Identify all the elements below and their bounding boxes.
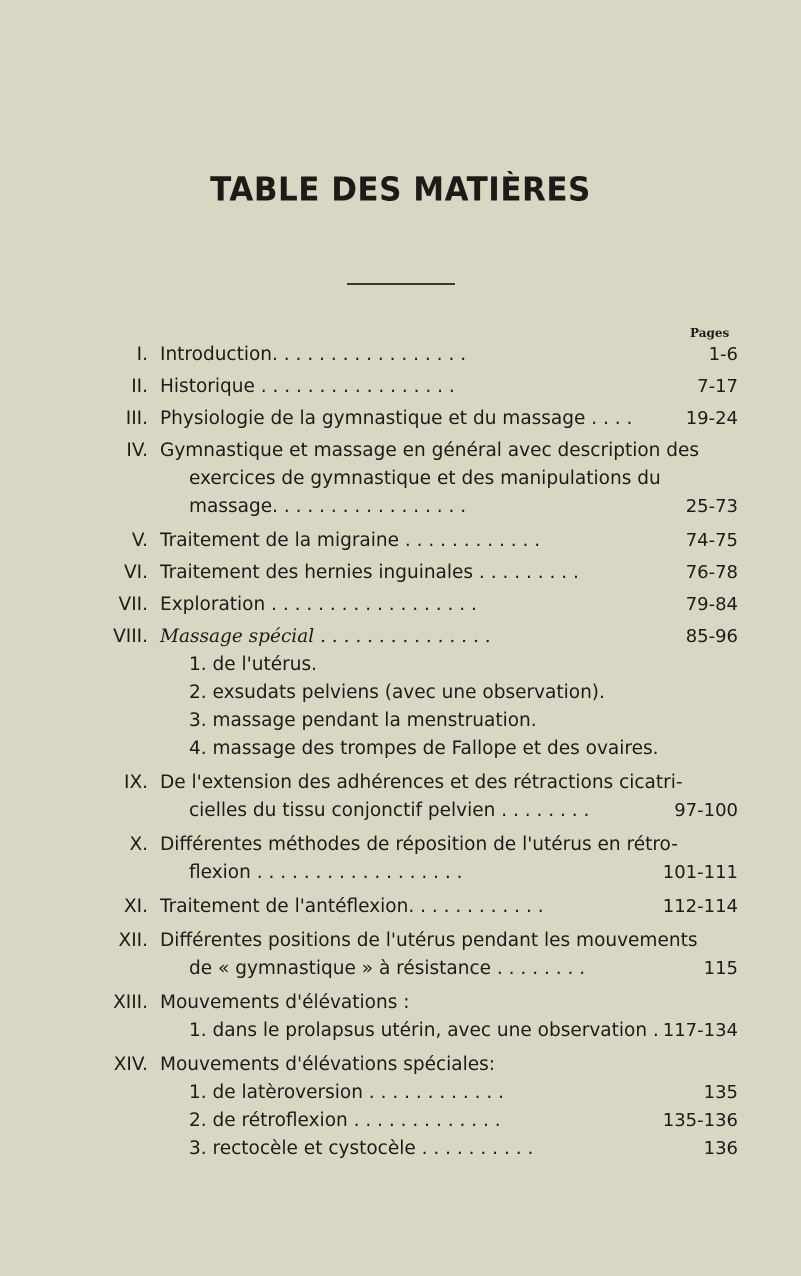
chapter-number: VI.	[124, 562, 148, 583]
toc-entry-continuation	[0, 796, 801, 826]
subentry-label: 1. de l'utérus.	[189, 654, 317, 675]
toc-entry	[0, 372, 801, 402]
subentry-label: 2. de rétroflexion . . . . . . . . . . . . .	[189, 1110, 501, 1131]
chapter-title: Traitement de l'antéflexion. . . . . . . . . . . .	[160, 896, 544, 917]
subentry-label: 3. rectocèle et cystocèle . . . . . . . . . .	[189, 1138, 534, 1159]
chapter-number: VII.	[118, 594, 148, 615]
chapter-number: I.	[136, 344, 148, 365]
toc-entry-continuation	[0, 954, 801, 984]
chapter-title: Traitement des hernies inguinales . . . . . . . . .	[160, 562, 579, 583]
subentry-label: 2. exsudats pelviens (avec une observation).	[189, 682, 605, 703]
toc-subentry	[0, 734, 801, 764]
chapter-number: IX.	[123, 772, 148, 793]
page-range: 79-84	[685, 594, 738, 615]
toc-subentry	[0, 650, 801, 680]
chapter-title: Différentes méthodes de réposition de l'utérus en rétro-	[160, 834, 678, 855]
toc-entry-continuation	[0, 492, 801, 522]
toc-entry	[0, 830, 801, 860]
page-range: 25-73	[685, 496, 738, 517]
chapter-title: De l'extension des adhérences et des rétractions cicatri-	[160, 772, 683, 793]
chapter-title: Massage spécial . . . . . . . . . . . . . . .	[160, 626, 491, 647]
chapter-title: Historique . . . . . . . . . . . . . . . . .	[160, 376, 455, 397]
subentry-label: 1. dans le prolapsus utérin, avec une observation .	[189, 1020, 659, 1041]
pages-column-header: Pages	[690, 326, 730, 340]
subentry-label: 4. massage des trompes de Fallope et des ovaires.	[189, 738, 659, 759]
chapter-title: Traitement de la migraine . . . . . . . . . . . .	[160, 530, 541, 551]
page-range: 117-134	[662, 1020, 738, 1041]
chapter-title: Gymnastique et massage en général avec description des	[160, 440, 700, 461]
toc-subentry	[0, 678, 801, 708]
toc-entry	[0, 1050, 801, 1080]
page-range: 135-136	[662, 1110, 738, 1131]
toc-subentry	[0, 1016, 801, 1046]
chapter-title-line: exercices de gymnastique et des manipulations du	[189, 468, 661, 489]
toc-entry-continuation	[0, 464, 801, 494]
page-range: 101-111	[662, 862, 738, 883]
subentry-label: 3. massage pendant la menstruation.	[189, 710, 537, 731]
chapter-number: XII.	[118, 930, 148, 951]
page-range: 115	[703, 958, 738, 979]
toc-entry	[0, 892, 801, 922]
chapter-number: XIV.	[113, 1054, 148, 1075]
toc-entry	[0, 404, 801, 434]
page-range: 97-100	[674, 800, 738, 821]
chapter-number: XI.	[123, 896, 148, 917]
toc-subentry	[0, 706, 801, 736]
chapter-title-line: massage. . . . . . . . . . . . . . . . .	[189, 496, 467, 517]
chapter-title-line: cielles du tissu conjonctif pelvien . . . . . . . .	[189, 800, 590, 821]
subentry-label: 1. de latèroversion . . . . . . . . . . . .	[189, 1082, 505, 1103]
toc-entry	[0, 526, 801, 556]
page-range: 19-24	[685, 408, 738, 429]
chapter-number: V.	[131, 530, 148, 551]
page-range: 1-6	[708, 344, 738, 365]
chapter-title: Exploration . . . . . . . . . . . . . . . . . .	[160, 594, 477, 615]
chapter-number: IV.	[126, 440, 148, 461]
chapter-title: Mouvements d'élévations spéciales:	[160, 1054, 496, 1075]
chapter-title: Physiologie de la gymnastique et du massage . . . .	[160, 408, 633, 429]
toc-entry	[0, 988, 801, 1018]
chapter-number: III.	[125, 408, 148, 429]
chapter-title: Mouvements d'élévations :	[160, 992, 410, 1013]
chapter-number: II.	[131, 376, 148, 397]
toc-entry	[0, 926, 801, 956]
chapter-title: Différentes positions de l'utérus pendant les mouvements	[160, 930, 698, 951]
page-range: 136	[703, 1138, 738, 1159]
chapter-title: Introduction. . . . . . . . . . . . . . . . .	[160, 344, 467, 365]
toc-entry	[0, 340, 801, 370]
toc-entry	[0, 436, 801, 466]
page-range: 74-75	[685, 530, 738, 551]
chapter-title-line: flexion . . . . . . . . . . . . . . . . . .	[189, 862, 463, 883]
page-range: 76-78	[685, 562, 738, 583]
page-range: 85-96	[685, 626, 738, 647]
toc-entry	[0, 768, 801, 798]
page-range: 112-114	[662, 896, 738, 917]
toc-subentry	[0, 1106, 801, 1136]
toc-entry	[0, 622, 801, 652]
toc-entry	[0, 590, 801, 620]
chapter-number: VIII.	[113, 626, 148, 647]
chapter-number: XIII.	[113, 992, 148, 1013]
toc-subentry	[0, 1078, 801, 1108]
toc-subentry	[0, 1134, 801, 1164]
toc-entry-continuation	[0, 858, 801, 888]
chapter-title-line: de « gymnastique » à résistance . . . . . . . .	[189, 958, 586, 979]
chapter-number: X.	[129, 834, 148, 855]
page-title: TABLE DES MATIÈRES	[210, 171, 591, 209]
toc-entry	[0, 558, 801, 588]
page-range: 135	[703, 1082, 738, 1103]
page-range: 7-17	[697, 376, 738, 397]
